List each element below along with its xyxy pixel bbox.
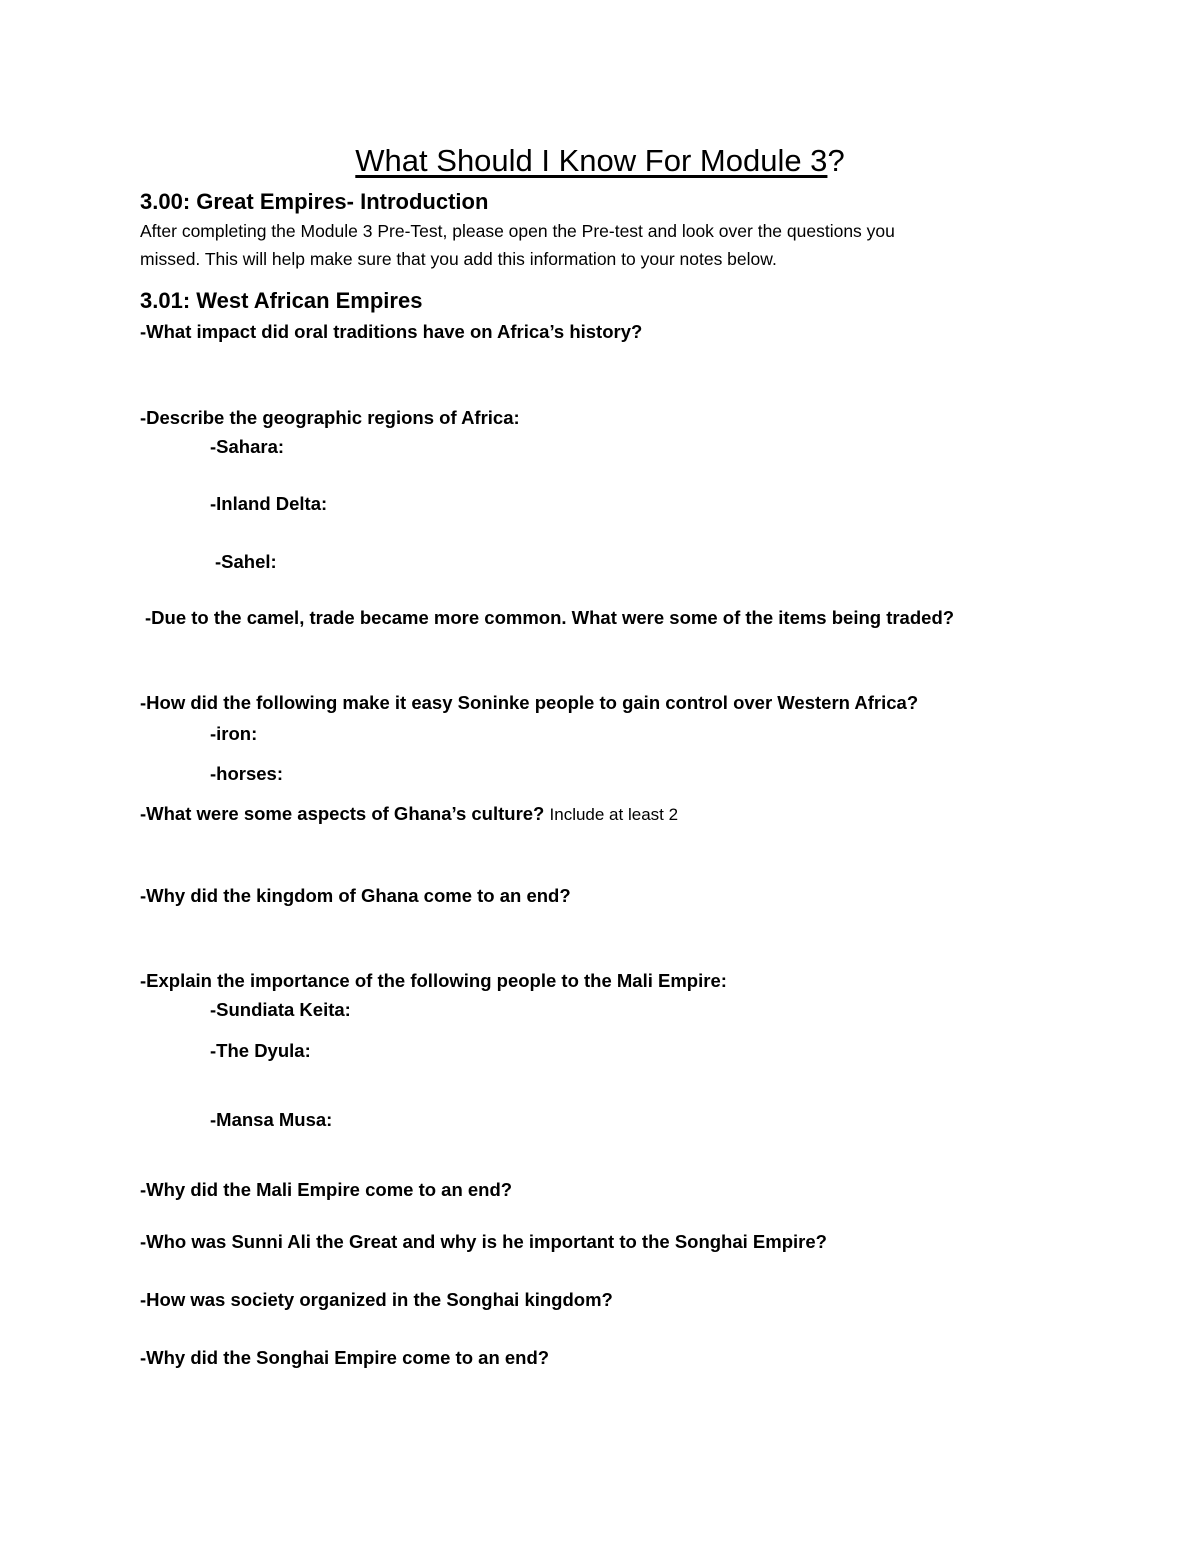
question-ghana-culture-text: -What were some aspects of Ghana’s culture? <box>140 803 545 824</box>
section-heading-3-00: 3.00: Great Empires- Introduction <box>140 189 489 214</box>
intro-paragraph-line-1: After completing the Module 3 Pre-Test, please open the Pre-test and look over the questions you <box>140 221 895 241</box>
question-ghana-culture <box>140 803 678 825</box>
page-title-question-mark: ? <box>827 143 845 178</box>
sub-item-horses: -horses: <box>210 763 283 784</box>
sub-item-the-dyula: -The Dyula: <box>210 1040 311 1061</box>
section-heading-3-01: 3.01: West African Empires <box>140 288 423 313</box>
question-ghana-end: -Why did the kingdom of Ghana come to an end? <box>140 885 571 906</box>
page-title <box>0 143 1200 179</box>
question-geographic-regions: -Describe the geographic regions of Africa: <box>140 407 520 428</box>
question-mali-end: -Why did the Mali Empire come to an end? <box>140 1179 513 1200</box>
question-songhai-society: -How was society organized in the Songhai kingdom? <box>140 1289 613 1310</box>
question-songhai-end: -Why did the Songhai Empire come to an end? <box>140 1347 550 1368</box>
intro-paragraph-line-2: missed. This will help make sure that you add this information to your notes below. <box>140 249 777 269</box>
question-mali-people: -Explain the importance of the following people to the Mali Empire: <box>140 970 727 991</box>
sub-item-sundiata-keita: -Sundiata Keita: <box>210 999 351 1020</box>
sub-item-sahel: -Sahel: <box>215 551 277 572</box>
sub-item-mansa-musa: -Mansa Musa: <box>210 1109 333 1130</box>
sub-item-inland-delta: -Inland Delta: <box>210 493 328 514</box>
sub-item-iron: -iron: <box>210 723 258 744</box>
question-camel-trade: -Due to the camel, trade became more common. What were some of the items being traded? <box>145 607 955 628</box>
question-ghana-culture-note: Include at least 2 <box>549 805 679 824</box>
sub-item-sahara: -Sahara: <box>210 436 285 457</box>
question-sunni-ali: -Who was Sunni Ali the Great and why is he important to the Songhai Empire? <box>140 1231 827 1252</box>
page-title-underlined: What Should I Know For Module 3 <box>355 143 828 178</box>
question-soninke-control: -How did the following make it easy Soninke people to gain control over Western Africa? <box>140 692 919 713</box>
question-oral-traditions: -What impact did oral traditions have on Africa’s history? <box>140 321 643 342</box>
